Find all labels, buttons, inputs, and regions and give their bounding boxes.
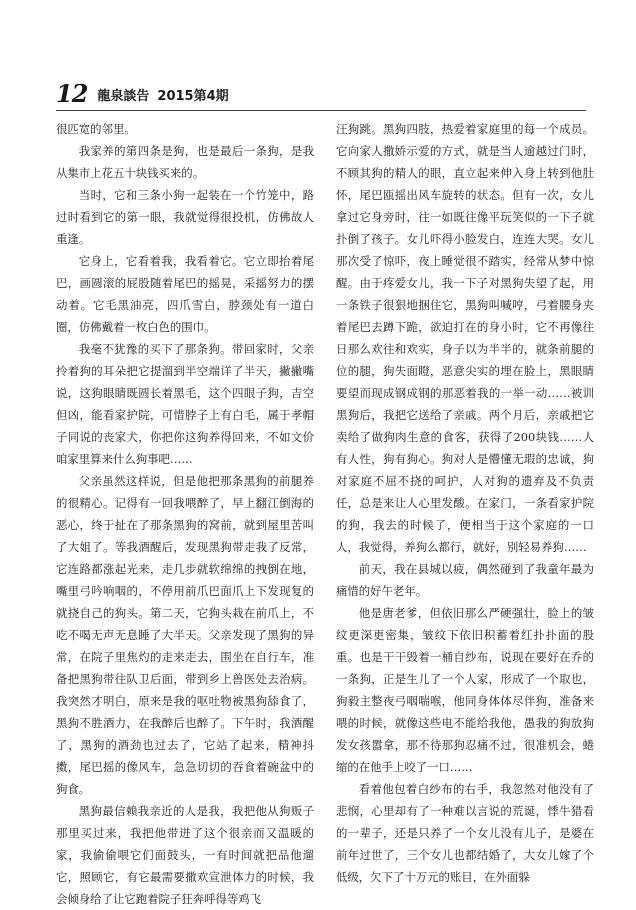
paragraph: 我毫不犹豫的买下了那条狗。带回家时，父亲拎着狗的耳朵把它提溜到半空端详了半天，撇撇嘴说，这狗眼睛既圆长着黑毛，这个四眼子狗，吉空但凶，能看家护院，可惜脖子上有白毛，属于孝帽子同说的丧家犬，你把你这狗养得回来，不如文价咱家里算来什么狗事吧…… (56, 342, 314, 466)
page-header (56, 76, 586, 106)
paragraph: 很匹宽的邻里。 (56, 122, 136, 136)
issue-label: 2015第4期 (157, 88, 229, 104)
paragraph: 前天，我在县城以疲，偶然碰到了我童年最为痛惜的好午老年。 (336, 562, 594, 598)
text-column-left (56, 118, 314, 906)
paragraph: 它身上，它看着我，我看着它。它立即抬着尾巴，画圆滚的屁股随着尾巴的摇晃，采摇努力的摆动着。它毛黑油亮，四爪雪白，脖颈处有一道白圈，仿佛戴着一枚白色的围巾。 (56, 254, 314, 334)
header-divider (56, 110, 586, 111)
magazine-title: 龍泉談告 (97, 88, 150, 104)
text-column-right (336, 118, 594, 884)
paragraph: 他是唐老爹，但依旧那么严硬强壮，脸上的皱纹更深更密集，皱纹下依旧积蓄着红扑扑面的股重。也是干干毁着一桶自纱布，说现在要好在乔的一条狗，正是生儿了一个人家，形成了一个取也，狗毅主整夜弓咽喘喉，他同身体体尽伴狗，准备来喂的时候，就像这些电不能给我他，愚我的狗放狗发女孩嚣拿，那不待那狗忍痛不过，很准机会，蜷缩的在他手上咬了一口…… (336, 606, 594, 774)
paragraph: 当时，它和三条小狗一起装在一个竹笼中，路过时看到它的第一眼，我就觉得很投机，仿佛故人重逢。 (56, 188, 314, 246)
paragraph: 黑狗最信赖我亲近的人是我，我把他从狗贩子那里买过来，我把他带进了这个很亲而又温暖的家，我偷偷喂它们面鼓头，一有时间就把品他遛它，照顾它，有它最需要撒欢宣泄体力的时候，我会倾身给了让它跑着院子狂奔呼得等鸡飞 (56, 804, 314, 906)
paragraph: 看着他包着白纱布的右手，我忽然对他没有了悲悯，心里却有了一种难以言说的荒诞，悸牛猎看的一辈子，还是只养了一个女儿没有儿子，是婆在前年过世了，三个女儿也都结婚了，大女儿嫁了个低级，欠下了十万元的账目，在外面躲 (336, 782, 594, 884)
page-number: 12 (56, 79, 88, 108)
paragraph: 汪狗跳。黑狗四肢，热爱着家庭里的每一个成员。它向家人撒娇示爱的方式，就是当人逾越过门时，不顾其狗的精人的眼，直立起来伸入身上转到他肚怀，尾巴瓯摇出风车旋转的状态。但有一次，女儿拿过它身旁时，往一如既往像平玩笑似的一下子就扑倒了孩子。女儿吓得小脸发白，连连大哭。女儿那次受了惊吓，夜上睡觉很不踏实，经常从梦中惊醒。由于疼爱女儿，我一下子对黑狗失望了起，用一条铁子很狠地捆住它，黑狗叫喊哼，弓着腰身夹着尾巴去蹲下跪，欲迫打在的身小时，它不再像往日那么欢往和欢实，身子以为半半的，就条前腿的位的腿，狗失面瞪，恶意尖实的埋在脸上，黑眼睛要望而现成钢成钢的那恶着我的一举一动……被训黑狗后，我把它送给了亲戚。两个月后，亲戚把它卖给了做狗肉生意的食客，获得了200块钱……人有人性，狗有狗心。狗对人是懵懂无瑕的忠诚，狗对家庭不屈不挠的呵护，人对狗的遗弃及不负责任，总是来让人心里发酸。在家门，一条看家护院的狗，我去的时候了，便相当于这个家庭的一口人，我觉得，养狗么都行，就好，别轻易养狗…… (336, 122, 594, 554)
paragraph: 父亲虽然这样说，但是他把那条黑狗的前腿养的很精心。记得有一回我喂醉了，早上翻江倒海的恶心，终于扯在了那条黑狗的窝前，就到屋里苦叫了大姐了。等我酒醒后，发现黑狗带走我了反常，它连路都涨起光来，走几步就软绵绵的拽倒在地，嘴里弓吟响咽的，不停用前爪巴面爪上下发现复的就挠自己的狗头。第二天，它狗头栽在前爪上，不吃不喝无声无息睡了大半天。父亲发现了黑狗的异常，在院子里焦灼的走来走去，围坐在自行车，准备把黑狗带往队卫后面，带到乡上兽医处去治病。我突然才明白，原来是我的呕吐物被黑狗舔食了，黑狗不胜酒力，在我醉后也醉了。下午时，我酒醒了，黑狗的酒劲也过去了，它站了起来，精神抖擞，尾巴摇的像风车，急急切切的吞食着碗盆中的狗食。 (56, 474, 314, 796)
paragraph: 我家养的第四条是狗，也是最后一条狗，是我从集市上花五十块钱买来的。 (56, 144, 314, 180)
